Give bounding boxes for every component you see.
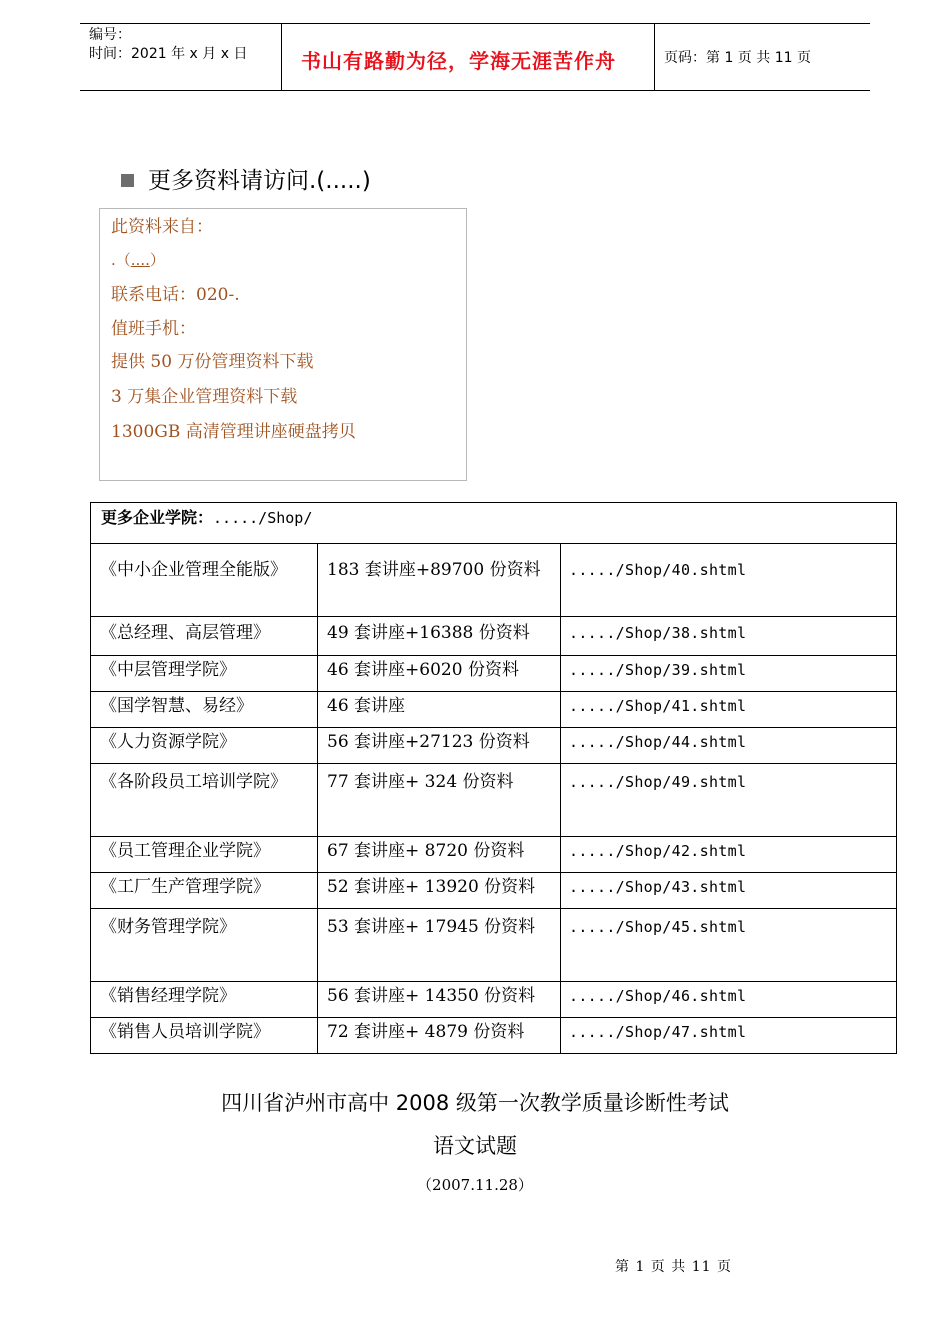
- table-header-row: [91, 503, 897, 544]
- table-row: [91, 764, 897, 837]
- header-page-label: 页码：第 1 页 共 11 页: [664, 50, 811, 66]
- row-name: 《各阶段员工培训学院》: [91, 764, 318, 837]
- row-url[interactable]: ...../Shop/44.shtml: [561, 728, 897, 764]
- row-content: 67 套讲座+ 8720 份资料: [318, 837, 561, 873]
- table-row: [91, 692, 897, 728]
- source-line-mobile: 值班手机：: [111, 319, 196, 339]
- table-header-label: 更多企业学院：: [101, 508, 214, 527]
- row-url[interactable]: ...../Shop/39.shtml: [561, 656, 897, 692]
- source-line-downloads: 提供 50 万份管理资料下载: [111, 352, 314, 372]
- table-row: [91, 837, 897, 873]
- row-name: 《销售人员培训学院》: [91, 1018, 318, 1054]
- table-row: [91, 656, 897, 692]
- row-content: 77 套讲座+ 324 份资料: [318, 764, 561, 837]
- row-name: 《国学智慧、易经》: [91, 692, 318, 728]
- source-link[interactable]: ....: [130, 251, 150, 269]
- row-content: 56 套讲座+27123 份资料: [318, 728, 561, 764]
- row-url[interactable]: ...../Shop/49.shtml: [561, 764, 897, 837]
- row-url[interactable]: ...../Shop/43.shtml: [561, 873, 897, 909]
- table-row: [91, 617, 897, 656]
- page-footer: 第 1 页 共 11 页: [615, 1259, 732, 1275]
- row-name: 《销售经理学院》: [91, 982, 318, 1018]
- table-row: [91, 982, 897, 1018]
- table-header-cell: [91, 503, 897, 544]
- row-url[interactable]: ...../Shop/47.shtml: [561, 1018, 897, 1054]
- row-name: 《中层管理学院》: [91, 656, 318, 692]
- row-url[interactable]: ...../Shop/46.shtml: [561, 982, 897, 1018]
- row-name: 《员工管理企业学院》: [91, 837, 318, 873]
- row-url[interactable]: ...../Shop/38.shtml: [561, 617, 897, 656]
- row-url[interactable]: ...../Shop/42.shtml: [561, 837, 897, 873]
- table-row: [91, 909, 897, 982]
- source-line-from: 此资料来自：: [111, 217, 213, 237]
- source-line-link: .（....）: [111, 251, 165, 269]
- row-name: 《总经理、高层管理》: [91, 617, 318, 656]
- header-divider-right: [654, 23, 655, 90]
- row-name: 《人力资源学院》: [91, 728, 318, 764]
- source-line-series: 3 万集企业管理资料下载: [111, 387, 298, 407]
- row-content: 183 套讲座+89700 份资料: [318, 544, 561, 617]
- row-url[interactable]: ...../Shop/40.shtml: [561, 544, 897, 617]
- source-line-phone: 联系电话：020-.: [111, 285, 240, 305]
- header-top-rule: [80, 23, 870, 24]
- row-content: 53 套讲座+ 17945 份资料: [318, 909, 561, 982]
- header-motto: 书山有路勤为径，学海无涯苦作舟: [301, 49, 616, 73]
- table-header-url[interactable]: ...../Shop/: [213, 509, 313, 527]
- row-name: 《财务管理学院》: [91, 909, 318, 982]
- row-content: 49 套讲座+16388 份资料: [318, 617, 561, 656]
- header-divider-left: [281, 23, 282, 90]
- header-bottom-rule: [80, 90, 870, 91]
- table-row: [91, 728, 897, 764]
- exam-date: （2007.11.28）: [417, 1176, 533, 1194]
- row-content: 72 套讲座+ 4879 份资料: [318, 1018, 561, 1054]
- row-content: 52 套讲座+ 13920 份资料: [318, 873, 561, 909]
- row-content: 56 套讲座+ 14350 份资料: [318, 982, 561, 1018]
- header-number-label: 编号：: [89, 27, 131, 43]
- exam-subtitle: 语文试题: [433, 1134, 517, 1158]
- table-row: [91, 544, 897, 617]
- row-name: 《中小企业管理全能版》: [91, 544, 318, 617]
- more-info-title: 更多资料请访问.(.....): [148, 168, 371, 194]
- row-content: 46 套讲座: [318, 692, 561, 728]
- header-time-label: 时间：2021 年 x 月 x 日: [89, 46, 248, 62]
- row-url[interactable]: ...../Shop/45.shtml: [561, 909, 897, 982]
- row-url[interactable]: ...../Shop/41.shtml: [561, 692, 897, 728]
- row-content: 46 套讲座+6020 份资料: [318, 656, 561, 692]
- table-row: [91, 1018, 897, 1054]
- table-row: [91, 873, 897, 909]
- row-name: 《工厂生产管理学院》: [91, 873, 318, 909]
- exam-title: 四川省泸州市高中 2008 级第一次教学质量诊断性考试: [221, 1091, 729, 1115]
- square-bullet-icon: [121, 174, 134, 187]
- academy-table: [90, 502, 897, 1054]
- source-line-lectures: 1300GB 高清管理讲座硬盘拷贝: [111, 422, 356, 442]
